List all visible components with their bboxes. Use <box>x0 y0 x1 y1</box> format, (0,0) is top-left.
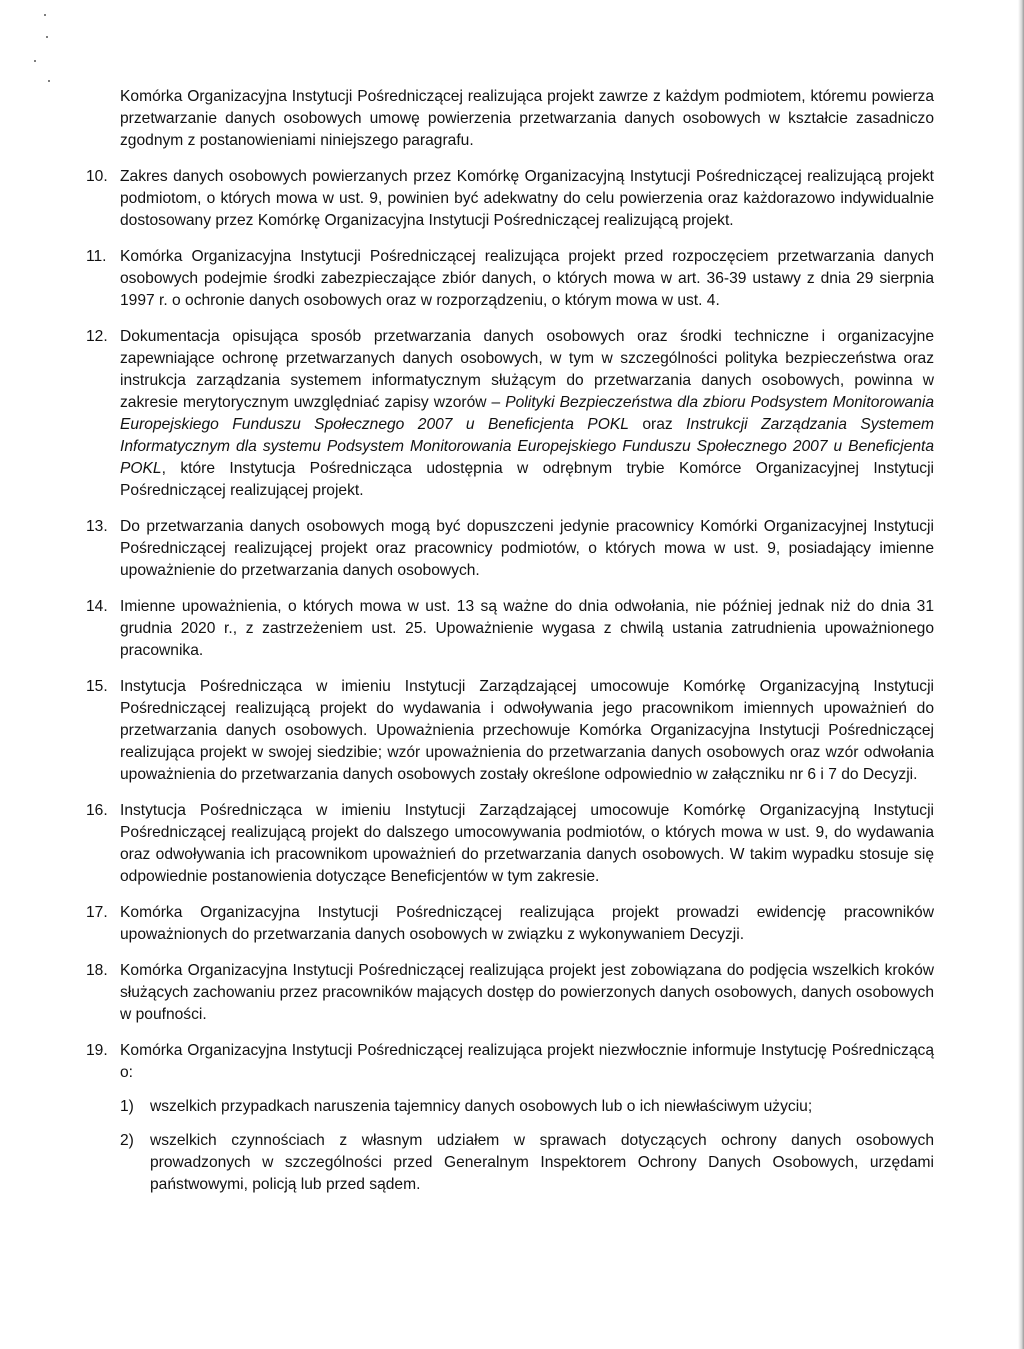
item-text: Komórka Organizacyjna Instytucji Pośredniczącej realizująca projekt niezwłocznie informuje Instytucję Pośredniczącą o: <box>120 1042 934 1081</box>
item-body-19 <box>120 1040 934 1196</box>
sub-item-number: 2) <box>120 1132 134 1149</box>
list-item-11 <box>86 246 934 312</box>
item-number: 11. <box>86 248 107 265</box>
scan-speck <box>48 80 50 82</box>
list-item-10 <box>86 166 934 232</box>
item-italic-title: Instrukcji Zarządzania Systemem Informatycznym dla systemu Podsystem Monitorowania Europejskiego Funduszu Społecznego 2007 u Beneficjenta POKL <box>120 416 934 477</box>
item-text: Instytucja Pośrednicząca w imieniu Instytucji Zarządzającej umocowuje Komórkę Organizacyjną Instytucji Pośredniczącej realizującą projekt do dalszego umocowywania podmiotów, o których mowa w ust. 9, do wydawania oraz odwoływania ich pracownikom upoważnień do przetwarzania danych osobowych. W takim wypadku stosuje się odpowiednie postanowienia dotyczące Beneficjentów w tym zakresie. <box>120 802 934 885</box>
item-number: 15. <box>86 678 108 695</box>
item-text-part: Dokumentacja opisująca sposób przetwarzania danych osobowych oraz środki techniczne i organizacyjne zapewniające ochronę przetwarzanych danych osobowych, w tym w szczególności polityka bezpieczeństwa oraz instrukcja zarządzania systemem informatycznym służącym do przetwarzania danych osobowych, powinna w zakresie merytorycznym uwzględniać zapisy wzorów – <box>120 328 934 411</box>
item-text-part: oraz <box>628 416 687 433</box>
intro-paragraph: Komórka Organizacyjna Instytucji Pośredniczącej realizująca projekt zawrze z każdym podmiotem, któremu powierza przetwarzanie danych osobowych umowę powierzenia przetwarzania danych osobowych w kształcie zasadniczo zgodnym z postanowieniami niniejszego paragrafu. <box>120 88 934 149</box>
item-number: 14. <box>86 598 108 615</box>
item-number: 16. <box>86 802 108 819</box>
list-item-17 <box>86 902 934 946</box>
item-italic-title: Polityki Bezpieczeństwa dla zbioru Podsystem Monitorowania Europejskiego Funduszu Społecznego 2007 u Beneficjenta POKL <box>120 394 935 433</box>
item-text: Zakres danych osobowych powierzanych przez Komórkę Organizacyjną Instytucji Pośredniczącej realizującą projekt podmiotom, o których mowa w ust. 9, powinien być adekwatny do celu powierzenia oraz każdorazowo indywidualnie dostosowany przez Komórkę Organizacyjna Instytucji Pośredniczącej realizującą projekt. <box>120 168 934 229</box>
list-item-19 <box>86 1040 934 1196</box>
item-text: Imienne upoważnienia, o których mowa w ust. 13 są ważne do dnia odwołania, nie później jednak niż do dnia 31 grudnia 2020 r., z zastrzeżeniem ust. 25. Upoważnienie wygasa z chwilą ustania zatrudnienia upoważnionego pracownika. <box>120 598 934 659</box>
sub-item-text: wszelkich czynnościach z własnym udziałem w sprawach dotyczących ochrony danych osobowych prowadzonych w szczególności przed Generalnym Inspektorem Ochrony Danych Osobowych, urzędami państwowymi, policją lub przed sądem. <box>150 1132 934 1193</box>
item-text: Komórka Organizacyjna Instytucji Pośredniczącej realizująca projekt prowadzi ewidencję pracowników upoważnionych do przetwarzania danych osobowych w związku z wykonywaniem Decyzji. <box>120 904 934 943</box>
item-text: Komórka Organizacyjna Instytucji Pośredniczącej realizująca projekt jest zobowiązana do podjęcia wszelkich kroków służących zachowaniu przez pracowników mających dostęp do powierzonych danych osobowych, danych osobowych w poufności. <box>120 962 934 1023</box>
list-item-15 <box>86 676 934 786</box>
item-number: 17. <box>86 904 108 921</box>
list-item-16 <box>86 800 934 888</box>
sub-item-number: 1) <box>120 1098 134 1115</box>
item-number: 13. <box>86 518 108 535</box>
list-item-13 <box>86 516 934 582</box>
scan-speck <box>44 14 46 16</box>
item-number: 19. <box>86 1042 108 1059</box>
list-item-18 <box>86 960 934 1026</box>
sub-item-2 <box>120 1130 934 1196</box>
item-text <box>120 326 934 502</box>
scan-edge-shadow <box>1018 0 1024 1349</box>
item-number: 10. <box>86 168 108 185</box>
item-text: Do przetwarzania danych osobowych mogą być dopuszczeni jedynie pracownicy Komórki Organizacyjnej Instytucji Pośredniczącej realizującej projekt oraz pracownicy podmiotów, o których mowa w ust. 9, posiadający imienne upoważnienie do przetwarzania danych osobowych. <box>120 518 934 579</box>
item-text: Instytucja Pośrednicząca w imieniu Instytucji Zarządzającej umocowuje Komórkę Organizacyjną Instytucji Pośredniczącej realizującą projekt do wydawania i odwoływania jego pracownikom imiennych upoważnień do przetwarzania danych osobowych. Upoważnienia przechowuje Komórka Organizacyjna Instytucji Pośredniczącej realizująca projekt w swojej siedzibie; wzór upoważnienia do przetwarzania danych osobowych oraz wzór odwołania upoważnienia do przetwarzania danych osobowych zostały określone odpowiednio w załączniku nr 6 i 7 do Decyzji. <box>120 678 934 783</box>
list-item-14 <box>86 596 934 662</box>
scan-speck <box>34 60 36 62</box>
scan-speck <box>46 36 48 38</box>
item-text: Komórka Organizacyjna Instytucji Pośredniczącej realizująca projekt przed rozpoczęciem przetwarzania danych osobowych podejmie środki zabezpieczające zbiór danych, o których mowa w art. 36-39 ustawy z dnia 29 sierpnia 1997 r. o ochronie danych osobowych oraz w rozporządzeniu, o którym mowa w ust. 4. <box>120 248 934 309</box>
document-content <box>86 86 934 1210</box>
list-item-12 <box>86 326 934 502</box>
sub-item-1 <box>120 1096 934 1118</box>
sub-item-text: wszelkich przypadkach naruszenia tajemnicy danych osobowych lub o ich niewłaściwym użyciu; <box>150 1098 813 1115</box>
item-number: 18. <box>86 962 108 979</box>
item-number: 12. <box>86 328 108 345</box>
item-text-part: , które Instytucja Pośrednicząca udostępnia w odrębnym trybie Komórce Organizacyjnej Instytucji Pośredniczącej realizującej projekt. <box>120 460 934 499</box>
